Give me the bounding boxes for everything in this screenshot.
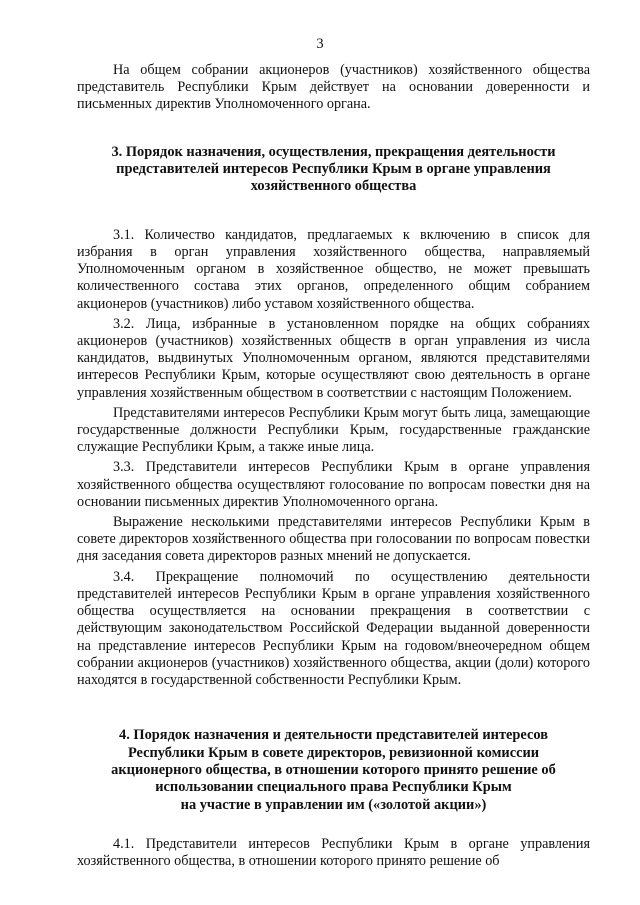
paragraph-3-4: 3.4. Прекращение полномочий по осуществлению деятельности представителей интересов Республики Крым в органе управления хозяйственного общества осуществляется на основании прекращения в соответствии с действующим законодательством Российской Федерации выданной доверенности на представление интересов Республики Крым на годовом/внеочередном общем собрании акционеров (участников) хозяйственного общества, акции (доли) которого находятся в государственной собственности Республики Крым. — [77, 568, 590, 688]
paragraph-3-3: 3.3. Представители интересов Республики Крым в органе управления хозяйственного общества осуществляют голосование по вопросам повестки дня на основании письменных директив Уполномоченного органа. — [77, 459, 590, 510]
section-4-heading — [77, 727, 590, 814]
section-4-heading-line: на участие в управлении им («золотой акции») — [180, 796, 487, 813]
section-4-heading-line: Республики Крым в совете директоров, ревизионной комиссии — [127, 744, 540, 761]
paragraph-3-3-cont: Выражение несколькими представителями интересов Республики Крым в совете директоров хозяйственного общества при голосовании по вопросам повестки дня заседания совета директоров разных мнений не допускается. — [77, 514, 590, 565]
paragraph-4-1: 4.1. Представители интересов Республики Крым в органе управления хозяйственного общества, в отношении которого принято решение об — [77, 836, 590, 870]
section-4-heading-line: использовании специального права Республики Крым — [155, 779, 512, 796]
intro-paragraph: На общем собрании акционеров (участников) хозяйственного общества представитель Республики Крым действует на основании доверенности и письменных директив Уполномоченного органа. — [77, 62, 590, 113]
paragraph-3-2-cont: Представителями интересов Республики Крым могут быть лица, замещающие государственные должности Республики Крым, государственные гражданские служащие Республики Крым, а также иные лица. — [77, 404, 590, 456]
paragraph-3-1: 3.1. Количество кандидатов, предлагаемых к включению в список для избрания в орган управления хозяйственного общества, направляемый Уполномоченным органом в хозяйственное общество, не может превышать количественного состава этих органов, определенного общим собранием акционеров (участников) либо уставом хозяйственного общества. — [77, 226, 590, 312]
section-4-heading-line: акционерного общества, в отношении которого принято решение об — [111, 761, 556, 778]
paragraph-3-2: 3.2. Лица, избранные в установленном порядке на общих собраниях акционеров (участников) хозяйственных обществ в орган управления из числа кандидатов, выдвинутых Уполномоченным органом, являются представителями интересов Республики Крым, которые осуществляют свою деятельность в органе управления хозяйственным обществом в соответствии с настоящим Положением. — [77, 315, 590, 401]
section-4-heading-line: 4. Порядок назначения и деятельности представителей интересов — [119, 727, 548, 744]
page-number: 3 — [316, 36, 324, 52]
section-3-heading: 3. Порядок назначения, осуществления, прекращения деятельности представителей интересов Республики Крым в органе управления хозяйственного общества — [111, 143, 556, 195]
document-body — [77, 62, 590, 871]
